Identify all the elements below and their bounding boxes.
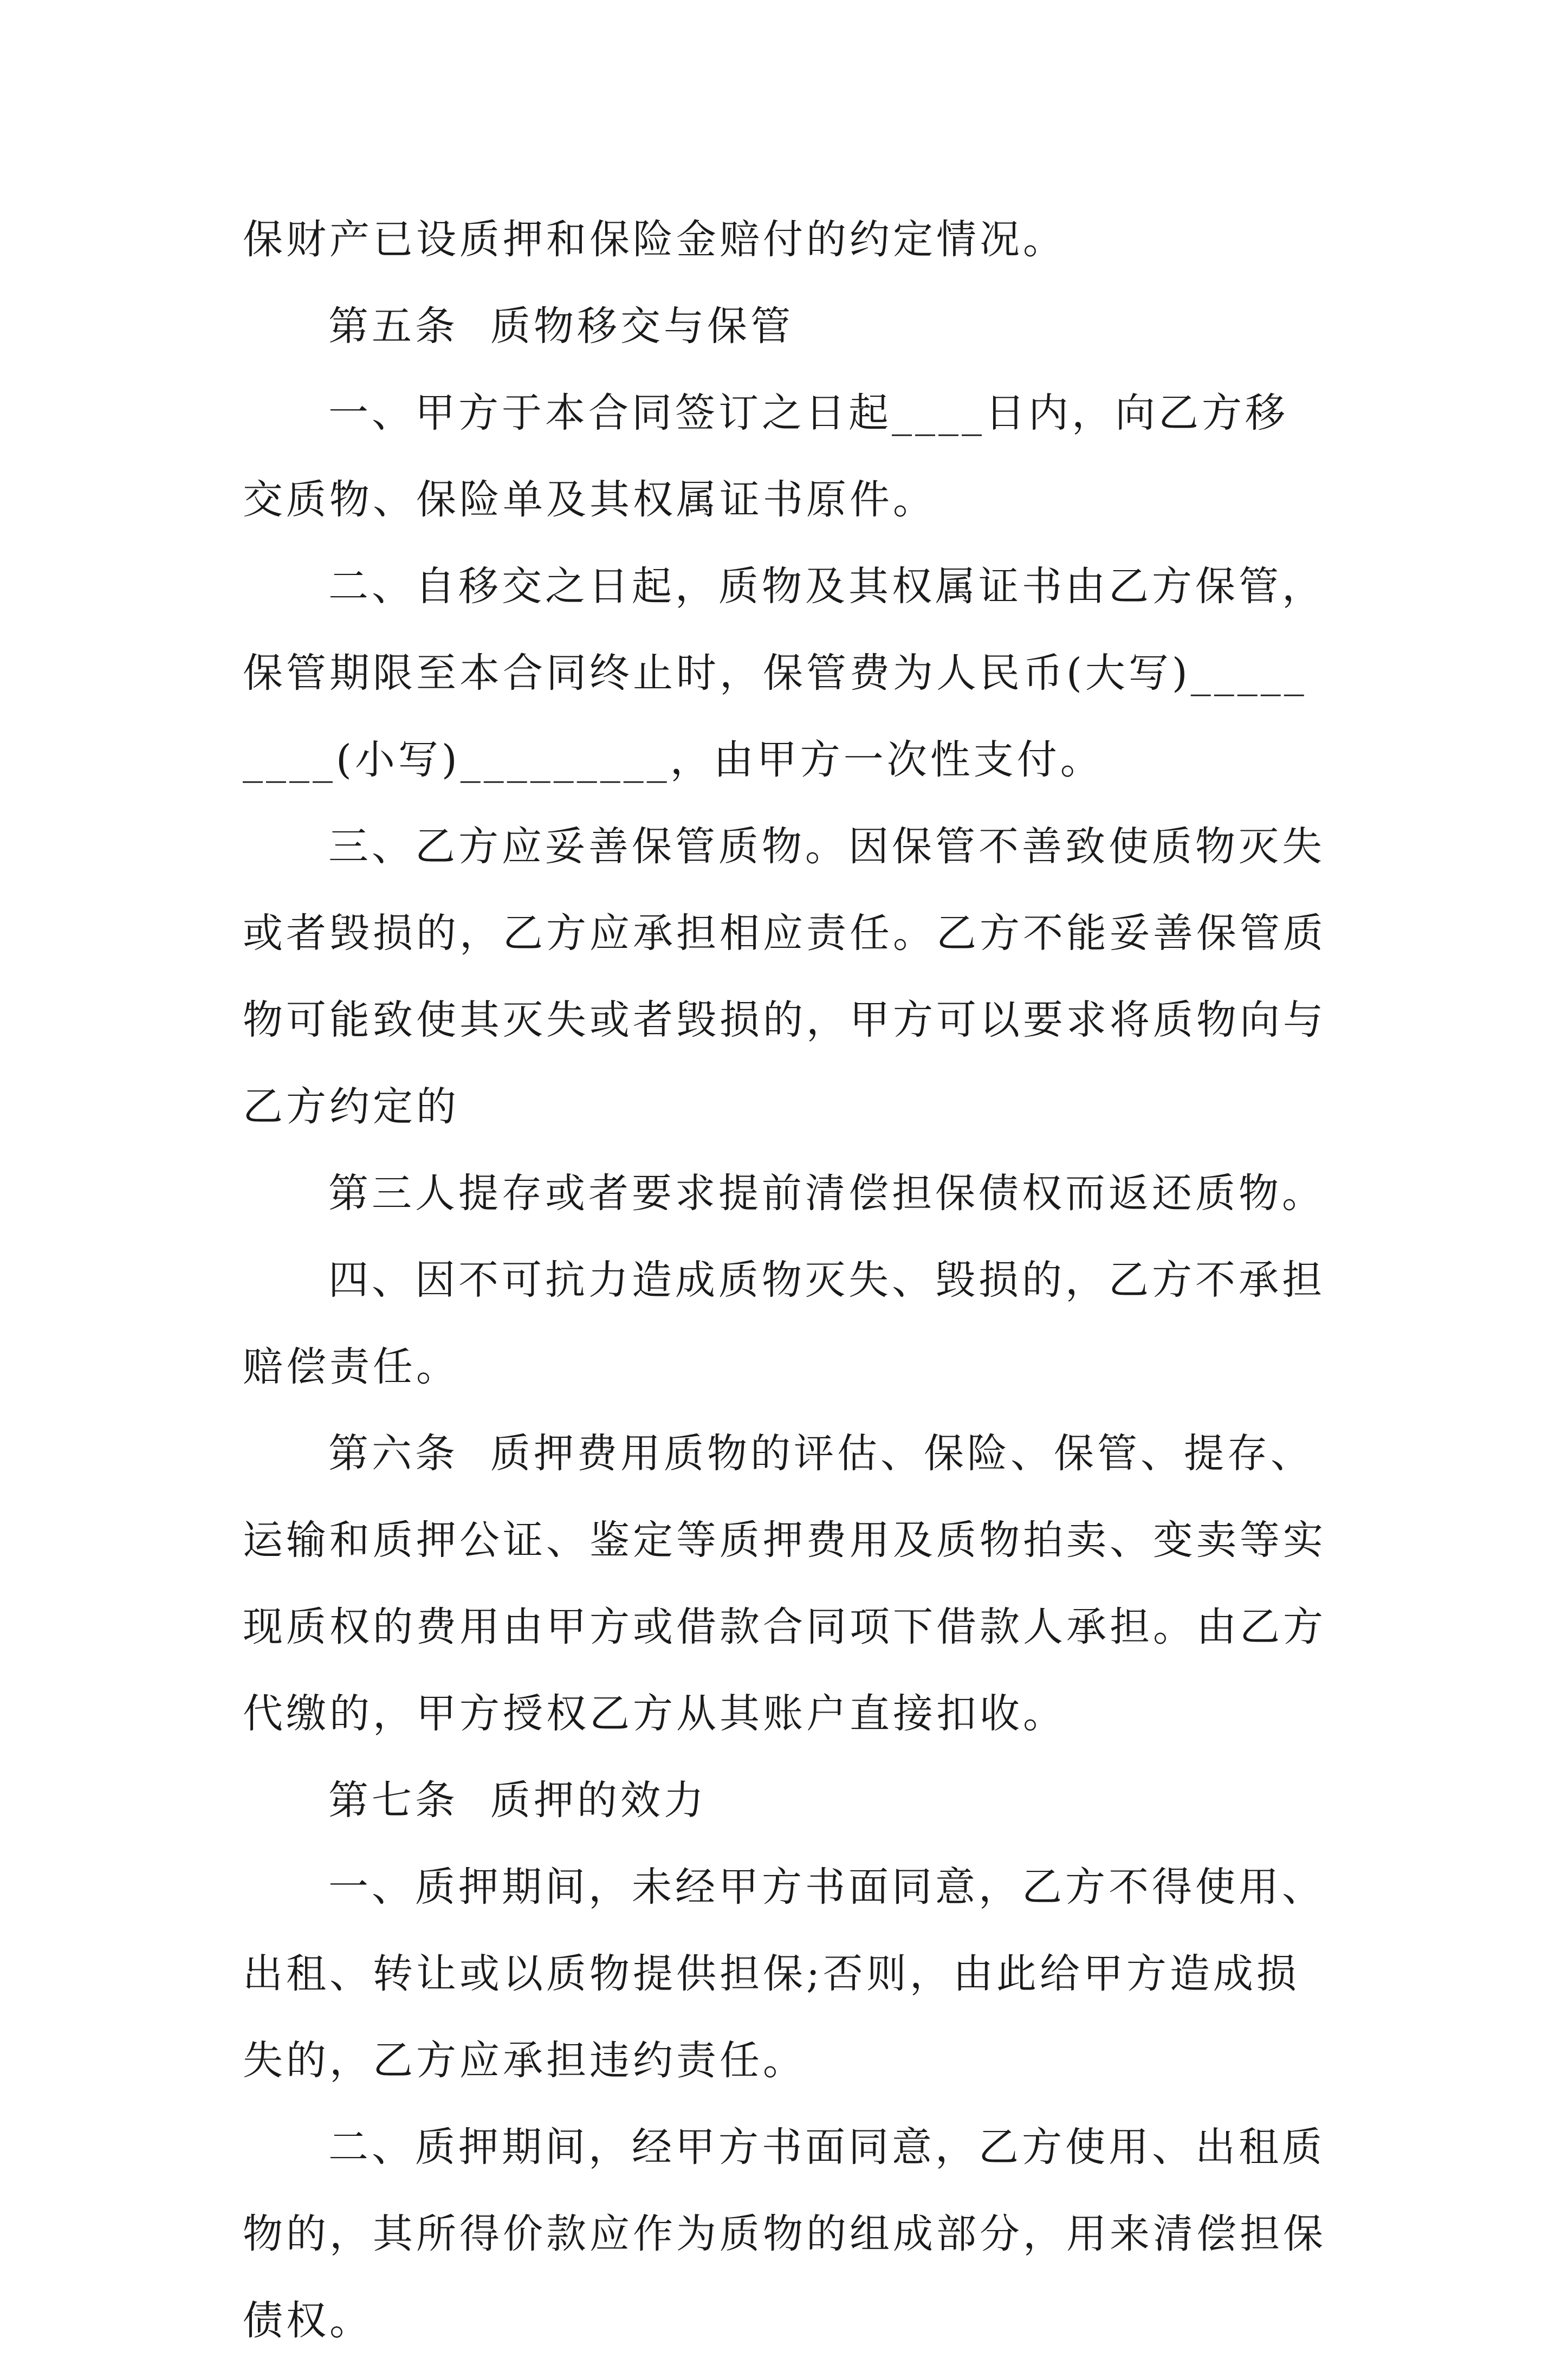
article-7-heading: 第七条 质押的效力 <box>328 1777 708 1824</box>
article-6-paragraph: 第六条 质押费用质物的评估、保险、保管、提存、运输和质押公证、鉴定等质押费用及质物拍卖、变卖等实现质权的费用由甲方或借款合同项下借款人承担。由乙方代缴的，甲方授权乙方从其账户直接扣收。 <box>243 1430 1326 1737</box>
paragraph-article-5-item-3-continued: 第三人提存或者要求提前清偿担保债权而返还质物。 <box>328 1170 1325 1217</box>
contract-text <box>243 196 1326 2364</box>
paragraph-article-5-item-2: 二、自移交之日起，质物及其权属证书由乙方保管，保管期限至本合同终止时，保管费为人民币(大写)_________(小写)_________，由甲方一次性支付。 <box>243 563 1325 783</box>
paragraph-article-5-item-1: 一、甲方于本合同签订之日起____日内，向乙方移交质物、保险单及其权属证书原件。 <box>243 390 1288 523</box>
paragraph-article-7-item-2: 二、质押期间，经甲方书面同意，乙方使用、出租质物的，其所得价款应作为质物的组成部分，用来清偿担保债权。 <box>243 2124 1326 2344</box>
paragraph-article-5-item-4: 四、因不可抗力造成质物灭失、毁损的，乙方不承担赔偿责任。 <box>243 1257 1325 1390</box>
paragraph-article-5-item-3: 三、乙方应妥善保管质物。因保管不善致使质物灭失或者毁损的，乙方应承担相应责任。乙方不能妥善保管质物可能致使其灭失或者毁损的，甲方可以要求将质物向与乙方约定的 <box>243 823 1326 1130</box>
paragraph-article-7-item-1: 一、质押期间，未经甲方书面同意，乙方不得使用、出租、转让或以质物提供担保;否则，由此给甲方造成损失的，乙方应承担违约责任。 <box>243 1864 1325 2084</box>
article-5-heading: 第五条 质物移交与保管 <box>328 303 794 350</box>
paragraph-1: 保财产已设质押和保险金赔付的约定情况。 <box>243 216 1066 263</box>
